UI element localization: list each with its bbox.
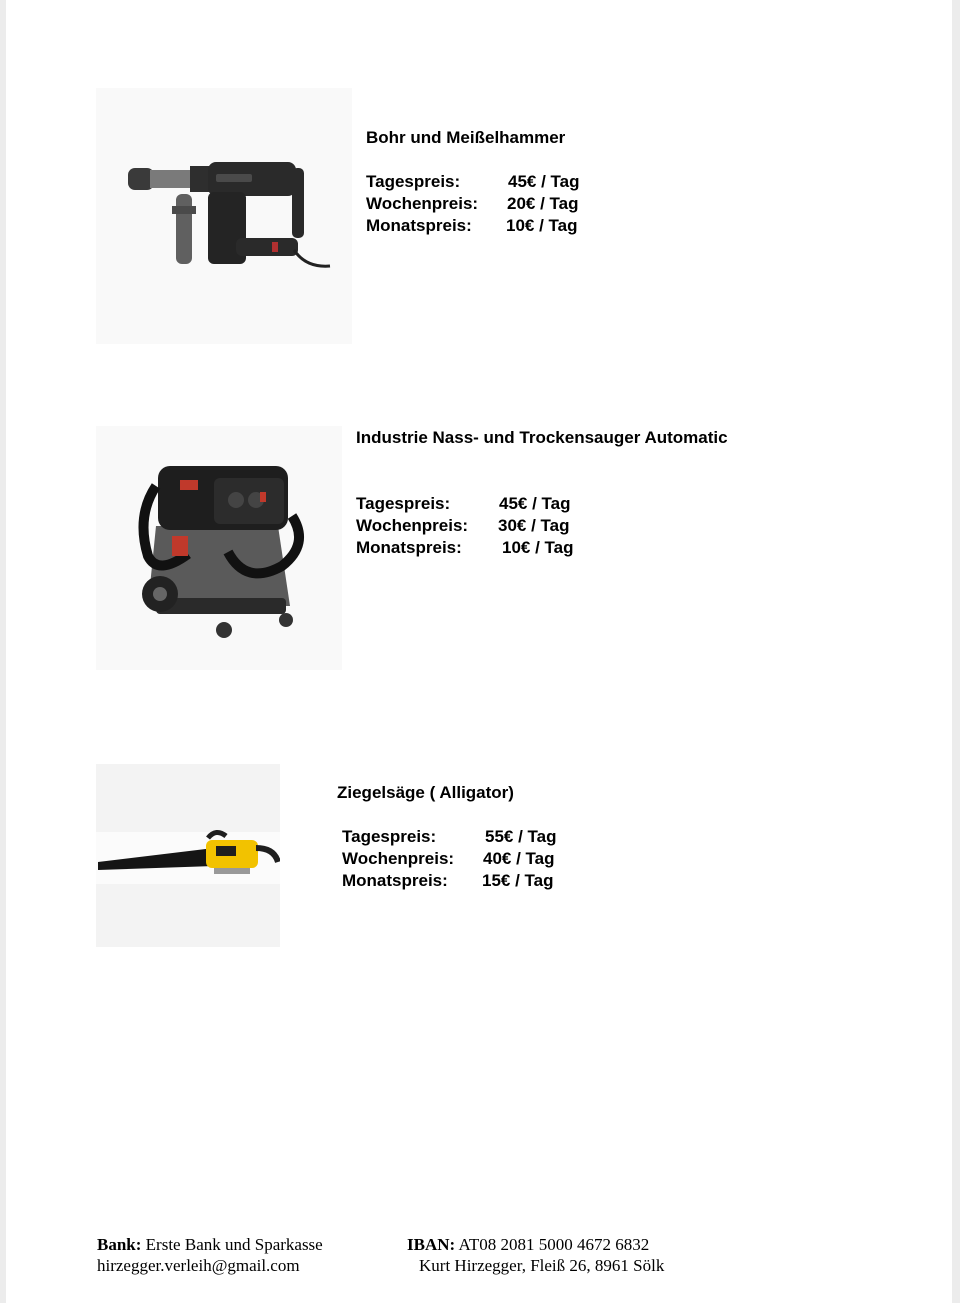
price-value: 15€ / Tag — [482, 871, 554, 890]
price-value: 40€ / Tag — [483, 849, 555, 868]
price-value: 45€ / Tag — [508, 172, 580, 191]
price-label: Wochenpreis: — [342, 849, 455, 868]
wet-dry-vacuum-image — [96, 426, 342, 670]
price-label: Tagespreis: — [356, 494, 451, 513]
alligator-saw-image — [96, 764, 280, 947]
price-label: Wochenpreis: — [356, 516, 469, 535]
product-title: Industrie Nass- und Trockensauger Automatic — [356, 428, 728, 447]
footer-bank — [97, 1234, 323, 1255]
footer-iban — [407, 1234, 649, 1255]
product-title: Ziegelsäge ( Alligator) — [337, 783, 514, 802]
rotary-hammer-image — [96, 88, 352, 344]
price-label: Monatspreis: — [342, 871, 448, 890]
price-label: Wochenpreis: — [366, 194, 479, 213]
price-value: 45€ / Tag — [499, 494, 571, 513]
footer-address: Kurt Hirzegger, Fleiß 26, 8961 Sölk — [419, 1256, 665, 1275]
price-value: 10€ / Tag — [506, 216, 578, 235]
price-value: 20€ / Tag — [507, 194, 579, 213]
footer-email: hirzegger.verleih@gmail.com — [97, 1256, 300, 1275]
rotary-hammer-icon — [96, 88, 352, 344]
price-value: 10€ / Tag — [502, 538, 574, 557]
bank-name: Erste Bank und Sparkasse — [145, 1235, 323, 1254]
iban-label: IBAN: — [407, 1235, 456, 1254]
price-label: Tagespreis: — [366, 172, 461, 191]
bank-label: Bank: — [97, 1235, 142, 1254]
price-list-page — [6, 0, 952, 1303]
iban-value: AT08 2081 5000 4672 6832 — [458, 1235, 650, 1254]
price-value: 30€ / Tag — [498, 516, 570, 535]
price-value: 55€ / Tag — [485, 827, 557, 846]
alligator-saw-icon — [96, 764, 280, 947]
price-label: Monatspreis: — [366, 216, 472, 235]
price-label: Monatspreis: — [356, 538, 462, 557]
price-label: Tagespreis: — [342, 827, 437, 846]
wet-dry-vacuum-icon — [96, 426, 342, 670]
product-title: Bohr und Meißelhammer — [366, 128, 566, 147]
